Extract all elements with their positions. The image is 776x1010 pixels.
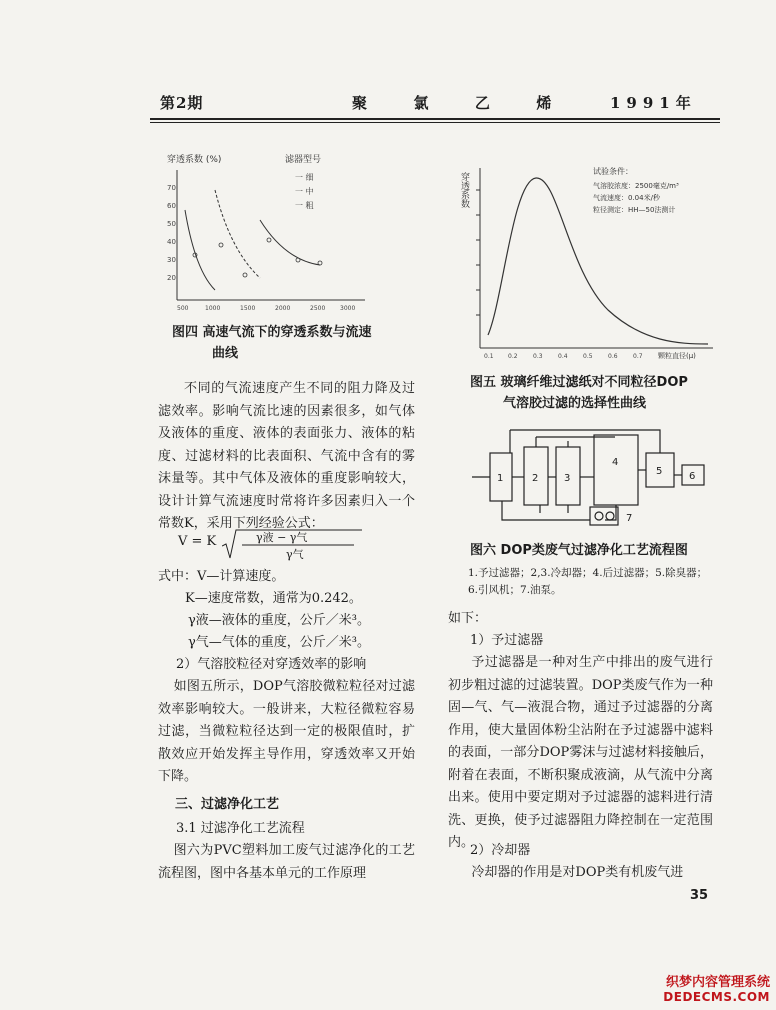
- fig5-note-3: 粒径测定：HH—50法测计: [593, 206, 676, 214]
- fig4-curve-coarse: [260, 220, 320, 265]
- left-paragraph-2: 如图五所示，DOP气溶胶微粒粒径对过滤效率影响较大。一般讲来，大粒径微粒容易过滤，当微粒粒径达到一定的极限值时，扩散效应开始发挥主导作用，穿透效率又开始下降。: [158, 679, 415, 784]
- def-gamma-gas: γ气—气体的重度，公斤／米³。: [188, 635, 370, 650]
- fig4-legend-title: 滤器型号: [285, 155, 322, 165]
- svg-text:2000: 2000: [275, 305, 291, 312]
- formula-denominator: γ气: [286, 548, 304, 561]
- svg-text:30: 30: [167, 256, 176, 264]
- watermark-logo: [663, 971, 770, 1004]
- fig4-caption-line2: 曲线: [212, 346, 239, 361]
- fig5-note-0: 试验条件：: [593, 167, 633, 176]
- svg-text:500: 500: [177, 305, 189, 312]
- def-v: 式中：V—计算速度。: [158, 569, 285, 584]
- page-number: 35: [690, 888, 709, 903]
- svg-text:70: 70: [167, 184, 176, 192]
- figure-5-chart: [458, 150, 720, 362]
- fig5-note-1: 气溶胶浓度：2500毫克/m³: [593, 182, 679, 190]
- fig6-label-1: 1: [497, 473, 504, 484]
- fig5-xlabel: 颗粒直径(μ): [658, 352, 696, 360]
- formula-numerator: γ液 − γ气: [256, 531, 308, 544]
- svg-text:50: 50: [167, 220, 176, 228]
- def-k: K—速度常数，通常为0.242。: [185, 591, 362, 606]
- issue-number: 第2期: [160, 94, 204, 112]
- svg-text:40: 40: [167, 238, 176, 246]
- formula: [178, 528, 378, 562]
- header-rule: [150, 118, 720, 120]
- fig4-legend-medium: 一 中: [295, 187, 314, 196]
- fig5-caption-line2: 气溶胶过滤的选择性曲线: [503, 396, 647, 411]
- fig6-label-4: 4: [612, 457, 619, 468]
- fig6-label-6: 6: [689, 471, 696, 482]
- formula-lhs: V = K: [178, 534, 217, 549]
- fig4-curve-medium: [215, 190, 260, 278]
- figure-6-flowchart: [470, 425, 720, 535]
- journal-title: 聚 氯 乙 烯: [352, 94, 564, 112]
- fig4-legend-coarse: 一 粗: [295, 201, 314, 210]
- right-subheading-2: 2）冷却器: [470, 843, 531, 858]
- left-paragraph-1: 不同的气流速度产生不同的阻力降及过滤效率。影响气流比速的因素很多，如气体及液体的重度、液体的表面张力、液体的粘度、过滤材料的比表面积、气流中含有的雾沫量等。其中气体及液体的重度影响较大，设计计算气流速度时常将许多因素归入一个常数K，采用下列经验公式：: [158, 381, 415, 531]
- fig6-label-2: 2: [532, 473, 539, 484]
- fig4-ylabel: 穿透系数 (%): [167, 155, 222, 165]
- watermark-line1: 织梦内容管理系统: [665, 975, 770, 990]
- left-paragraph-3: 图六为PVC塑料加工废气过滤净化的工艺流程图，图中各基本单元的工作原理: [158, 843, 415, 881]
- watermark-line2: DEDECMS.COM: [663, 990, 770, 1004]
- svg-text:1500: 1500: [240, 305, 256, 312]
- fig6-legend-line2: 6.引风机；7.油泵。: [468, 584, 562, 596]
- subsection-3-1: 3.1 过滤净化工艺流程: [176, 821, 305, 836]
- fig5-caption-line1: 图五 玻璃纤维过滤纸对不同粒径DOP: [470, 375, 688, 390]
- fig5-ylabel: 穿透系数: [459, 172, 469, 208]
- year: 1991年: [610, 94, 697, 112]
- fig6-caption: 图六 DOP类废气过滤净化工艺流程图: [470, 543, 688, 558]
- fig6-label-7: 7: [626, 513, 633, 524]
- svg-text:0.3: 0.3: [533, 353, 543, 360]
- fig6-label-5: 5: [656, 466, 663, 477]
- svg-text:0.5: 0.5: [583, 353, 593, 360]
- def-gamma-liquid: γ液—液体的重度，公斤／米³。: [188, 613, 370, 628]
- svg-text:60: 60: [167, 202, 176, 210]
- svg-text:1000: 1000: [205, 305, 221, 312]
- svg-text:0.1: 0.1: [484, 353, 494, 360]
- right-paragraph-2: 冷却器的作用是对DOP类有机废气进: [471, 865, 684, 880]
- right-subheading-1: 1）予过滤器: [470, 633, 544, 648]
- svg-text:0.6: 0.6: [608, 353, 618, 360]
- fig6-box-4: [594, 435, 638, 505]
- fig4-legend-fine: 一 细: [295, 173, 314, 182]
- svg-text:0.2: 0.2: [508, 353, 518, 360]
- left-subheading-2: 2）气溶胶粒径对穿透效率的影响: [176, 657, 367, 672]
- fig4-caption-line1: 图四 高速气流下的穿透系数与流速: [172, 325, 372, 340]
- svg-text:3000: 3000: [340, 305, 356, 312]
- fig4-curve-fine: [185, 210, 215, 290]
- section-3-heading: 三、过滤净化工艺: [175, 797, 280, 812]
- fig5-note-2: 气流速度：0.04米/秒: [593, 194, 660, 202]
- svg-text:0.4: 0.4: [558, 353, 568, 360]
- fig6-legend-line1: 1.予过滤器；2,3.冷却器；4.后过滤器；5.除臭器；: [468, 567, 708, 579]
- fig5-curve: [488, 178, 708, 344]
- svg-text:0.7: 0.7: [633, 353, 643, 360]
- right-paragraph-1: 予过滤器是一种对生产中排出的废气进行初步粗过滤的过滤装置。DOP类废气作为一种固—气、气—液混合物，通过予过滤器的分离作用，使大量固体粉尘沾附在予过滤器中滤料的表面，一部分DOP雾沫与过滤材料接触后，附着在表面，不断积聚成液滴，从气流中分离出来。使用中要定期对予过滤器的滤料进行清洗、更换，使予过滤器阻力降控制在一定范围内。: [448, 655, 713, 850]
- right-rufu: 如下：: [448, 611, 488, 626]
- header-rule-thin: [150, 122, 720, 123]
- figure-4-chart: [165, 150, 405, 315]
- fig6-label-3: 3: [564, 473, 571, 484]
- svg-text:20: 20: [167, 274, 176, 282]
- svg-text:2500: 2500: [310, 305, 326, 312]
